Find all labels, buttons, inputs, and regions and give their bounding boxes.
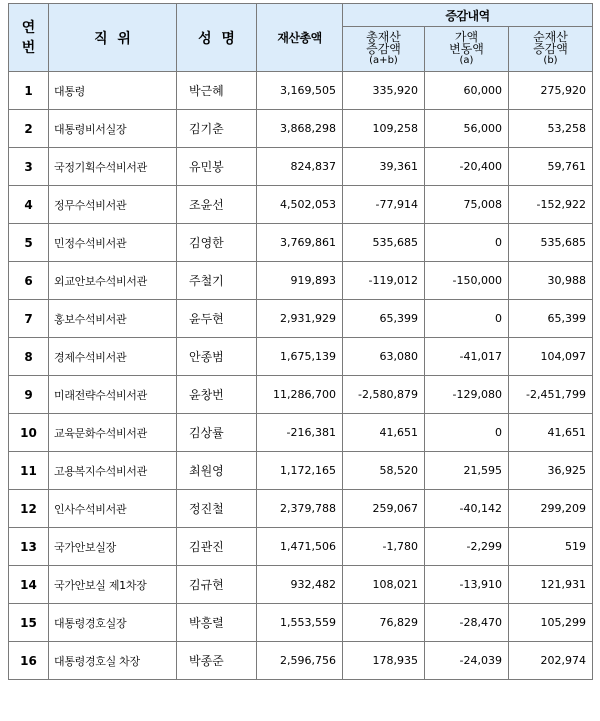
cell-total-change: 63,080: [343, 338, 425, 376]
cell-total-assets: -216,381: [257, 414, 343, 452]
cell-position: 미래전략수석비서관: [49, 376, 177, 414]
cell-total-change: -119,012: [343, 262, 425, 300]
cell-no: 16: [9, 642, 49, 680]
header-change-group: 증감내역: [343, 4, 593, 27]
cell-total-change: -77,914: [343, 186, 425, 224]
table-row: [9, 452, 593, 490]
table-row: [9, 642, 593, 680]
cell-net-change: 105,299: [509, 604, 593, 642]
header-value-change-line1: 가액: [454, 30, 479, 44]
cell-net-change: -2,451,799: [509, 376, 593, 414]
cell-position: 대통령경호실장: [49, 604, 177, 642]
cell-position: 국가안보실 제1차장: [49, 566, 177, 604]
cell-no: 15: [9, 604, 49, 642]
cell-total-change: -1,780: [343, 528, 425, 566]
cell-total-assets: 2,596,756: [257, 642, 343, 680]
cell-position: 민정수석비서관: [49, 224, 177, 262]
header-total-change-line1: 총재산: [366, 30, 401, 44]
cell-net-change: 30,988: [509, 262, 593, 300]
table-row: [9, 338, 593, 376]
cell-total-change: 335,920: [343, 72, 425, 110]
cell-name: 최원영: [177, 452, 257, 490]
cell-value-change: -24,039: [425, 642, 509, 680]
table-row: [9, 224, 593, 262]
cell-total-change: 259,067: [343, 490, 425, 528]
header-no: 연 번: [9, 4, 49, 72]
cell-value-change: -40,142: [425, 490, 509, 528]
cell-no: 7: [9, 300, 49, 338]
cell-total-assets: 2,931,929: [257, 300, 343, 338]
cell-name: 박종준: [177, 642, 257, 680]
cell-no: 5: [9, 224, 49, 262]
cell-no: 12: [9, 490, 49, 528]
cell-value-change: -2,299: [425, 528, 509, 566]
cell-name: 주철기: [177, 262, 257, 300]
cell-name: 윤두현: [177, 300, 257, 338]
cell-position: 인사수석비서관: [49, 490, 177, 528]
cell-position: 대통령비서실장: [49, 110, 177, 148]
cell-total-change: 109,258: [343, 110, 425, 148]
cell-total-assets: 1,675,139: [257, 338, 343, 376]
header-name: 성 명: [177, 4, 257, 72]
header-net-change: [509, 27, 593, 72]
cell-total-assets: 824,837: [257, 148, 343, 186]
cell-total-assets: 919,893: [257, 262, 343, 300]
cell-total-assets: 4,502,053: [257, 186, 343, 224]
header-value-change-line2: 변동액: [449, 42, 484, 56]
cell-total-assets: 3,868,298: [257, 110, 343, 148]
cell-net-change: 65,399: [509, 300, 593, 338]
cell-net-change: 53,258: [509, 110, 593, 148]
cell-position: 정무수석비서관: [49, 186, 177, 224]
cell-total-assets: 1,471,506: [257, 528, 343, 566]
table-body: [9, 72, 593, 680]
cell-net-change: 275,920: [509, 72, 593, 110]
cell-total-change: 41,651: [343, 414, 425, 452]
cell-position: 대통령: [49, 72, 177, 110]
cell-value-change: -150,000: [425, 262, 509, 300]
cell-name: 윤창번: [177, 376, 257, 414]
cell-total-change: 58,520: [343, 452, 425, 490]
cell-no: 9: [9, 376, 49, 414]
cell-total-change: 535,685: [343, 224, 425, 262]
cell-total-change: -2,580,879: [343, 376, 425, 414]
cell-no: 6: [9, 262, 49, 300]
cell-no: 8: [9, 338, 49, 376]
header-value-change: [425, 27, 509, 72]
cell-net-change: 104,097: [509, 338, 593, 376]
cell-value-change: -20,400: [425, 148, 509, 186]
header-value-change-formula: (a): [459, 55, 474, 66]
cell-net-change: 41,651: [509, 414, 593, 452]
cell-total-change: 178,935: [343, 642, 425, 680]
cell-total-change: 76,829: [343, 604, 425, 642]
table-row: [9, 110, 593, 148]
cell-position: 국정기획수석비서관: [49, 148, 177, 186]
cell-no: 10: [9, 414, 49, 452]
cell-net-change: 36,925: [509, 452, 593, 490]
cell-value-change: -13,910: [425, 566, 509, 604]
cell-no: 2: [9, 110, 49, 148]
cell-value-change: 0: [425, 414, 509, 452]
cell-net-change: -152,922: [509, 186, 593, 224]
cell-name: 박흥렬: [177, 604, 257, 642]
cell-net-change: 519: [509, 528, 593, 566]
cell-position: 고용복지수석비서관: [49, 452, 177, 490]
cell-value-change: 0: [425, 224, 509, 262]
cell-total-assets: 3,769,861: [257, 224, 343, 262]
asset-disclosure-table: [8, 3, 593, 680]
cell-no: 11: [9, 452, 49, 490]
cell-value-change: -129,080: [425, 376, 509, 414]
cell-position: 교육문화수석비서관: [49, 414, 177, 452]
cell-name: 유민봉: [177, 148, 257, 186]
cell-no: 13: [9, 528, 49, 566]
cell-no: 14: [9, 566, 49, 604]
header-net-change-line2: 증감액: [533, 42, 568, 56]
cell-value-change: -41,017: [425, 338, 509, 376]
cell-name: 정진철: [177, 490, 257, 528]
cell-value-change: -28,470: [425, 604, 509, 642]
cell-total-assets: 932,482: [257, 566, 343, 604]
cell-total-assets: 11,286,700: [257, 376, 343, 414]
cell-name: 박근혜: [177, 72, 257, 110]
cell-total-assets: 1,172,165: [257, 452, 343, 490]
table-row: [9, 72, 593, 110]
table-row: [9, 604, 593, 642]
cell-total-assets: 2,379,788: [257, 490, 343, 528]
cell-name: 김상률: [177, 414, 257, 452]
cell-net-change: 299,209: [509, 490, 593, 528]
header-net-change-formula: (b): [543, 55, 558, 66]
table-row: [9, 528, 593, 566]
cell-net-change: 535,685: [509, 224, 593, 262]
cell-no: 4: [9, 186, 49, 224]
header-total-change: [343, 27, 425, 72]
table-row: [9, 490, 593, 528]
cell-name: 김기춘: [177, 110, 257, 148]
cell-position: 대통령경호실 차장: [49, 642, 177, 680]
cell-value-change: 56,000: [425, 110, 509, 148]
table-row: [9, 148, 593, 186]
cell-value-change: 60,000: [425, 72, 509, 110]
table-row: [9, 376, 593, 414]
cell-name: 김영한: [177, 224, 257, 262]
cell-net-change: 59,761: [509, 148, 593, 186]
header-position: 직 위: [49, 4, 177, 72]
table-row: [9, 186, 593, 224]
cell-net-change: 121,931: [509, 566, 593, 604]
cell-net-change: 202,974: [509, 642, 593, 680]
table-row: [9, 262, 593, 300]
cell-name: 안종범: [177, 338, 257, 376]
cell-value-change: 0: [425, 300, 509, 338]
cell-total-assets: 3,169,505: [257, 72, 343, 110]
cell-total-assets: 1,553,559: [257, 604, 343, 642]
cell-position: 경제수석비서관: [49, 338, 177, 376]
table-row: [9, 566, 593, 604]
cell-position: 홍보수석비서관: [49, 300, 177, 338]
table-header: [9, 4, 593, 72]
header-total-change-formula: (a+b): [369, 55, 398, 66]
header-net-change-line1: 순재산: [533, 30, 568, 44]
cell-value-change: 21,595: [425, 452, 509, 490]
cell-total-change: 65,399: [343, 300, 425, 338]
cell-total-change: 39,361: [343, 148, 425, 186]
cell-name: 조윤선: [177, 186, 257, 224]
cell-no: 3: [9, 148, 49, 186]
cell-position: 국가안보실장: [49, 528, 177, 566]
header-total-assets: 재산총액: [257, 4, 343, 72]
cell-no: 1: [9, 72, 49, 110]
table-row: [9, 414, 593, 452]
cell-name: 김규현: [177, 566, 257, 604]
cell-value-change: 75,008: [425, 186, 509, 224]
table-row: [9, 300, 593, 338]
cell-total-change: 108,021: [343, 566, 425, 604]
header-total-change-line2: 증감액: [366, 42, 401, 56]
cell-position: 외교안보수석비서관: [49, 262, 177, 300]
cell-name: 김관진: [177, 528, 257, 566]
